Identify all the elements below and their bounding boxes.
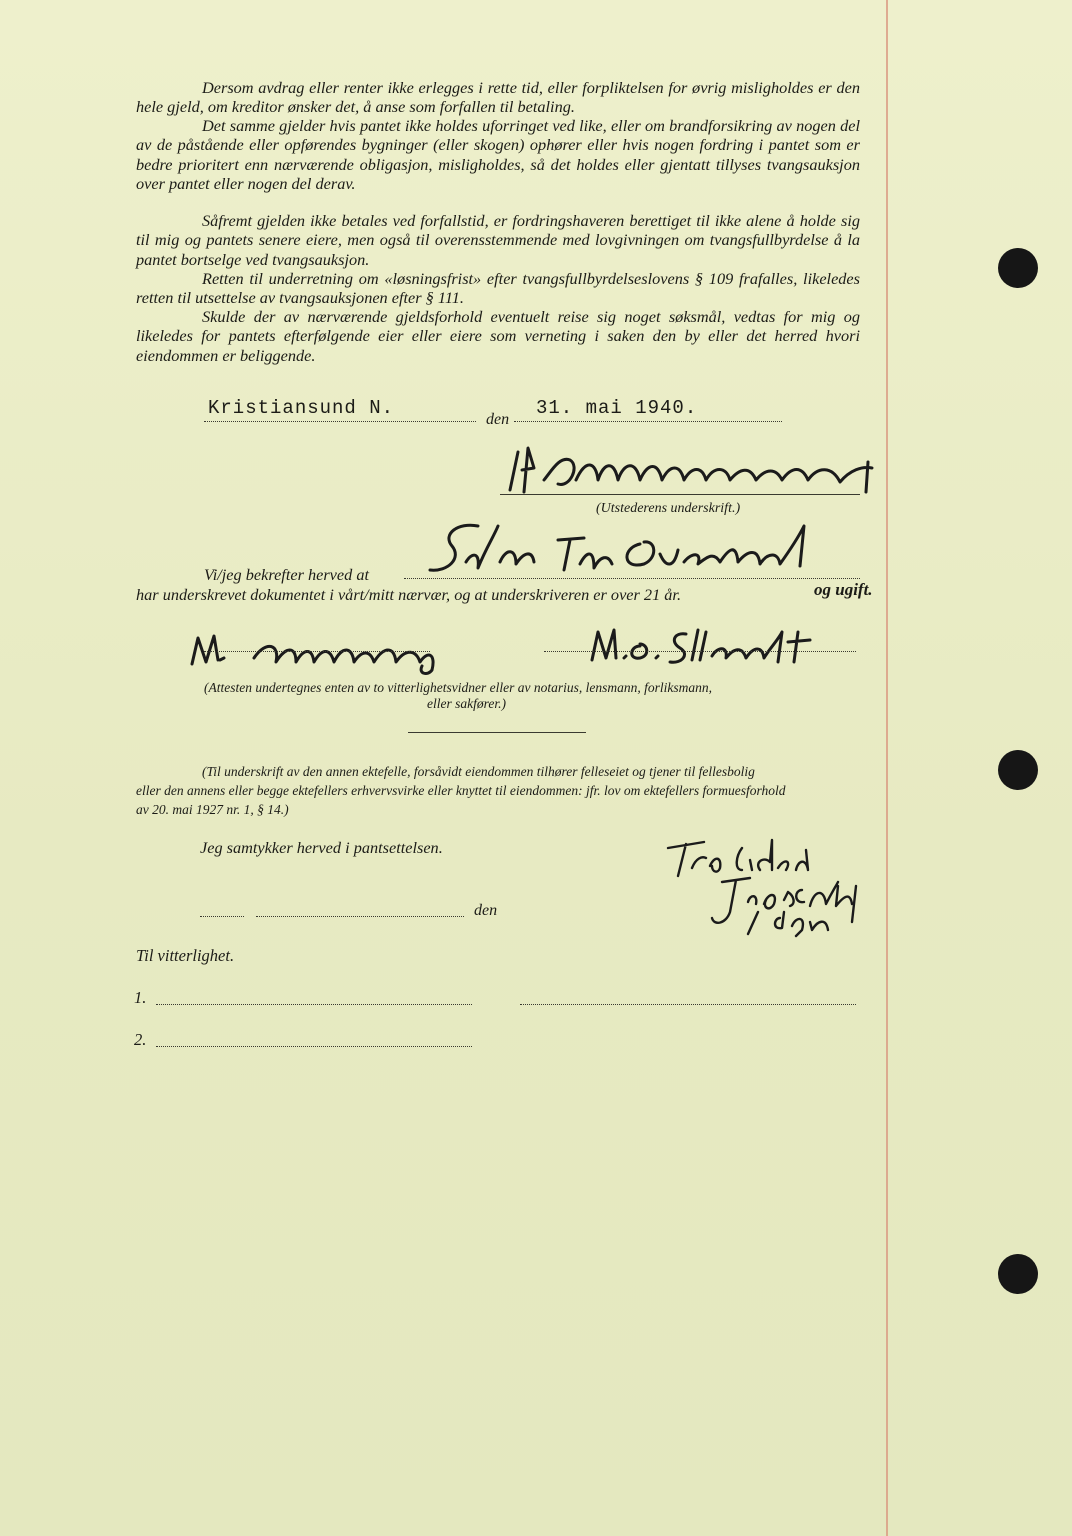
spouse-note-line1: (Til underskrift av den annen ektefelle, forsåvidt eiendommen tilhører felleseiet og tjener til fellesbolig	[202, 764, 755, 779]
witness-1-line	[204, 651, 430, 652]
witness-section-title: Til vitterlighet.	[136, 946, 235, 965]
handwritten-addition: og ugift.	[814, 580, 873, 599]
terms-paragraph-notice: Retten til underretning om «løsningsfrist» efter tvangsfullbyrdelseslovens § 109 frafalles, likeledes retten til utsettelse av tvangsauksjonen efter § 111.	[136, 269, 860, 308]
punch-hole	[998, 750, 1038, 790]
witness-statement-prefix: Vi/jeg bekrefter herved at	[204, 565, 370, 584]
attestation-note-line2: eller sakfører.)	[427, 696, 506, 711]
terms-paragraph-venue: Skulde der av nærværende gjeldsforhold eventuelt reise sig noget søksmål, vedtas for mig og likeledes for pantets efterfølgende eier eller eiere som verneting i saken den by eller det herred hvori eiendommen er beliggende.	[136, 307, 860, 365]
registrar-handwritten-note	[660, 826, 880, 938]
witness-statement-line2: har underskrevet dokumentet i vårt/mitt nærvær, og at underskriveren er over 21 år.	[136, 585, 682, 604]
issuer-signature-caption: (Utstederens underskrift.)	[596, 501, 741, 516]
date-text: 31. mai 1940.	[536, 397, 698, 419]
punch-hole	[998, 1254, 1038, 1294]
witness-1-signature	[184, 624, 454, 674]
issuer-signature	[500, 440, 900, 500]
witness-2-signature	[582, 618, 822, 668]
named-signer-handwriting	[408, 512, 828, 584]
consent-text: Jeg samtykker herved i pantsettelsen.	[200, 838, 443, 857]
spouse-note-line2: eller den annens eller begge ektefellers erhvervsvirke eller knyttet til eiendommen: jfr. lov om ektefellers formuesforhold	[136, 783, 786, 798]
consent-place-dots-b	[256, 916, 464, 917]
den-label: den	[486, 411, 510, 428]
witness-line-2-name	[156, 1046, 472, 1047]
consent-place-dots-a	[200, 916, 244, 917]
named-signer-line	[404, 578, 860, 579]
place-dotted-line	[204, 421, 476, 422]
place-text: Kristiansund N.	[208, 397, 395, 419]
terms-paragraph-forced-sale: Såfremt gjelden ikke betales ved forfallstid, er fordringshaveren berettiget til ikke alene å holde sig til mig og pantets senere eiere, men også til overensstemmende med lovgivningen om tvangsfullbyrdelse å la pantet bortselge ved tvangsauksjon.	[136, 211, 860, 269]
punch-hole	[998, 248, 1038, 288]
terms-paragraph-insurance: Det samme gjelder hvis pantet ikke holdes uforringet ved like, eller om brandforsikring av nogen del av de påstående eller opførendes bygninger (eller skogen) ophører eller hvis nogen fordring i pantet som er bedre prioritert enn nærværende obligasjon, misligholdes, så det holdes eller gjentatt tillyses tvangsauksjon over pantet eller nogen del derav.	[136, 116, 860, 193]
witness-line-2-label: 2.	[134, 1030, 147, 1049]
terms-paragraph-default: Dersom avdrag eller renter ikke erlegges i rette tid, eller forpliktelsen for øvrig misligholdes er den hele gjeld, om kreditor ønsker det, å anse som forfallen til betaling.	[136, 78, 860, 117]
date-dotted-line	[514, 421, 782, 422]
witness-line-1-address	[520, 1004, 856, 1005]
spouse-note-line3: av 20. mai 1927 nr. 1, § 14.)	[136, 802, 289, 817]
witness-line-1-name	[156, 1004, 472, 1005]
section-divider	[408, 732, 586, 733]
attestation-note-line1: (Attesten undertegnes enten av to vitterlighetsvidner eller av notarius, lensmann, forliksmann,	[204, 680, 713, 695]
witness-2-line	[544, 651, 856, 652]
consent-den-label: den	[474, 902, 498, 919]
margin-rule	[886, 0, 888, 1536]
issuer-signature-line	[500, 494, 860, 495]
witness-line-1-label: 1.	[134, 988, 147, 1007]
